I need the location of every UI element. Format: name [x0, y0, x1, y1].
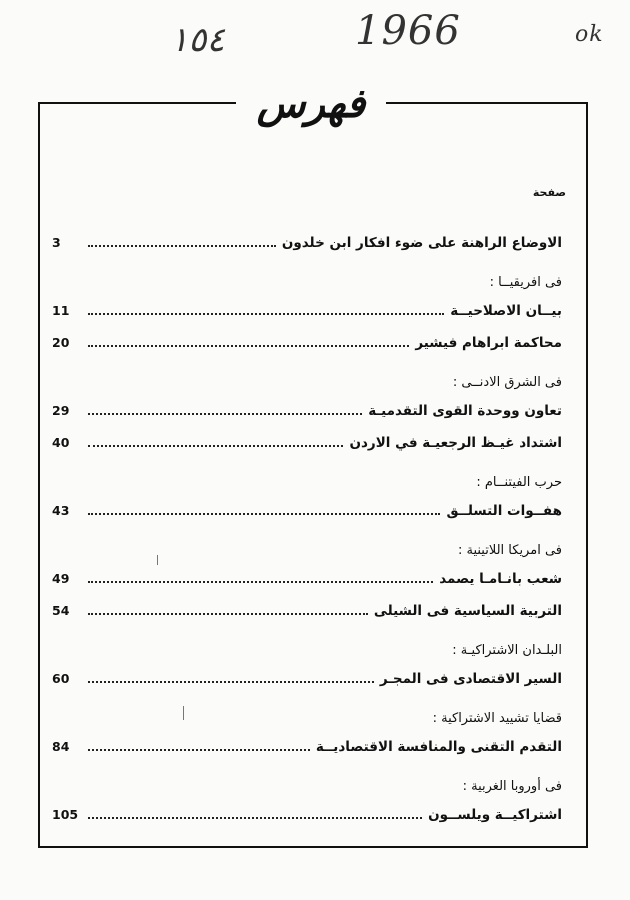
page-column-label: صفحة: [532, 186, 566, 199]
section-heading: حرب الفيتنــام :: [476, 475, 562, 490]
entry-title: التربية السياسية فى الشيلى: [373, 603, 562, 619]
entry-page: 40: [52, 435, 70, 450]
toc-entry: [52, 298, 562, 324]
dot-leader: [88, 513, 440, 515]
entry-title: اشتراكيــة ويلســون: [428, 807, 562, 823]
toc-entry: [52, 230, 562, 256]
entry-title: تعاون ووحدة القوى التقدميـة: [368, 403, 562, 419]
entry-title: اشتداد غيـظ الرجعيـة في الاردن: [349, 435, 562, 451]
page-title: فهرس: [256, 80, 366, 127]
entry-page: 43: [52, 503, 70, 518]
contents-frame: [38, 80, 588, 848]
entry-page: 3: [52, 235, 61, 250]
entry-title: شعب بانـامـا يصمد: [439, 571, 562, 587]
entry-page: 84: [52, 739, 70, 754]
stray-mark: [157, 555, 158, 565]
dot-leader: [88, 581, 433, 583]
entry-page: 105: [52, 807, 79, 822]
stray-mark: [183, 706, 184, 720]
entry-title: السير الاقتصادى فى المجـر: [379, 671, 562, 687]
section-heading: فى افريقيــا :: [489, 275, 562, 290]
dot-leader: [88, 445, 343, 447]
entry-page: 29: [52, 403, 70, 418]
entry-title: بيــان الاصلاحيــة: [450, 303, 562, 319]
toc-entry: [52, 802, 562, 828]
section-heading: فى أوروبا الغربية :: [462, 779, 562, 794]
toc-entry: [52, 330, 562, 356]
handwritten-catalog-number: ١٥٤: [170, 20, 225, 60]
entry-title: محاكمة ابراهام فيشير: [415, 335, 562, 351]
dot-leader: [88, 313, 444, 315]
section-heading: قضايا تشييد الاشتراكية :: [432, 711, 562, 726]
entry-title: هفــوات التسلــق: [446, 503, 562, 519]
section-heading: فى الشرق الادنــى :: [452, 375, 562, 390]
entry-page: 49: [52, 571, 70, 586]
dot-leader: [88, 245, 276, 247]
toc-entry: [52, 566, 562, 592]
handwritten-year: 1966: [355, 8, 461, 54]
dot-leader: [88, 817, 422, 819]
toc-entry: [52, 734, 562, 760]
title-area: [236, 74, 386, 134]
section-heading: البلـدان الاشتراكيـة :: [452, 643, 562, 658]
dot-leader: [88, 681, 374, 683]
dot-leader: [88, 345, 409, 347]
entry-page: 60: [52, 671, 70, 686]
toc-entry: [52, 598, 562, 624]
toc-entry: [52, 398, 562, 424]
dot-leader: [88, 613, 368, 615]
table-of-contents: [52, 224, 562, 828]
toc-entry: [52, 666, 562, 692]
entry-page: 11: [52, 303, 70, 318]
dot-leader: [88, 413, 362, 415]
dot-leader: [88, 749, 310, 751]
entry-page: 54: [52, 603, 70, 618]
entry-page: 20: [52, 335, 70, 350]
entry-title: الاوضاع الراهنة على ضوء افكار ابن خلدون: [281, 235, 562, 251]
handwritten-note: ok: [575, 22, 604, 47]
entry-title: التقدم التقنى والمنافسة الاقتصاديــة: [315, 739, 562, 755]
toc-entry: [52, 430, 562, 456]
toc-entry: [52, 498, 562, 524]
section-heading: فى امريكا اللاتينية :: [457, 543, 562, 558]
